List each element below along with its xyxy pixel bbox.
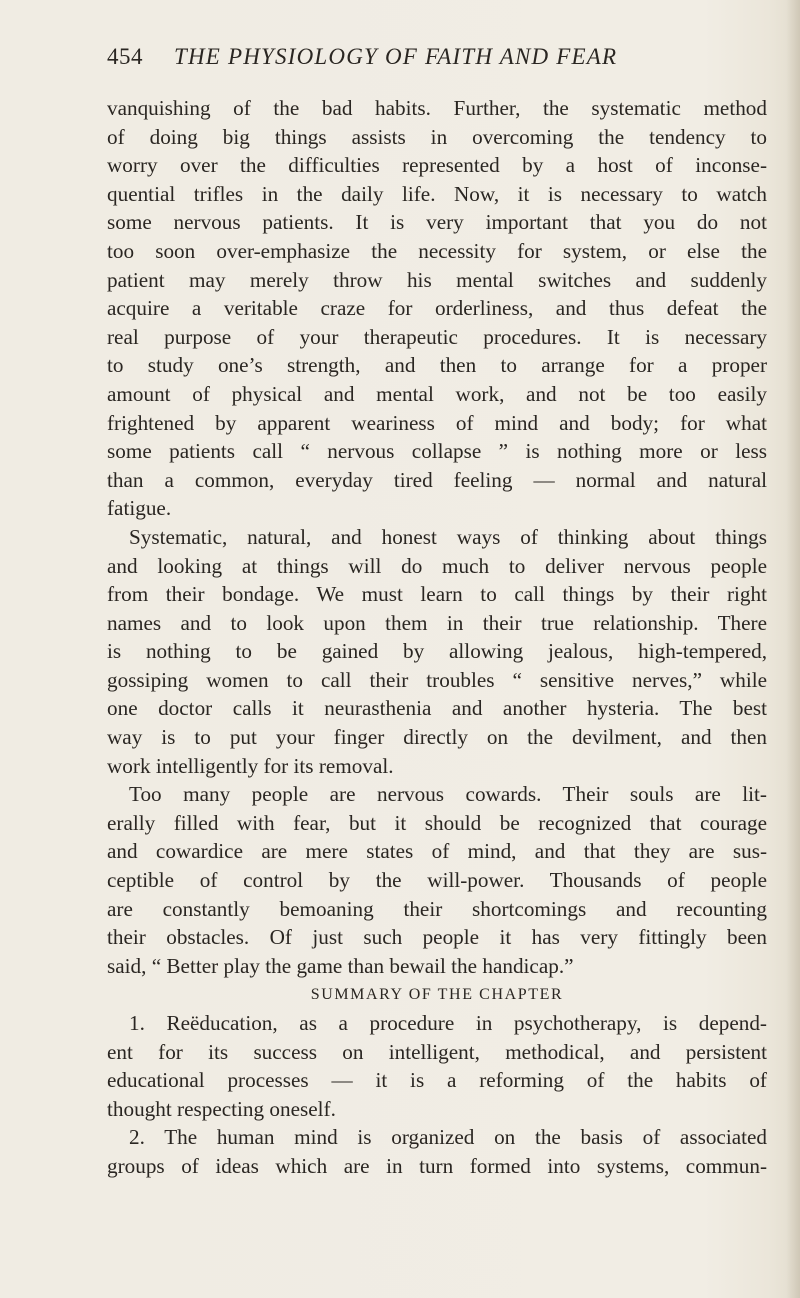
text-line: are constantly bemoaning their shortcomings and recounting — [107, 896, 767, 921]
summary-item-first-line: 1. Reëducation, as a procedure in psychotherapy, is depend- — [129, 1011, 767, 1035]
body-text — [107, 94, 767, 1181]
text-line: acquire a veritable craze for orderliness, and thus defeat the — [107, 296, 767, 321]
text-line: ceptible of control by the will-power. Thousands of people — [107, 868, 767, 893]
text-line: gossiping women to call their troubles “ sensitive nerves,” while — [107, 667, 767, 692]
text-line: names and to look upon them in their true relationship. There — [107, 610, 767, 635]
paragraph-first-line: Systematic, natural, and honest ways of thinking about things — [129, 524, 767, 549]
text-line: work intelligently for its removal. — [107, 753, 394, 778]
paragraph-first-line: Too many people are nervous cowards. Their souls are lit- — [129, 782, 767, 807]
running-title: THE PHYSIOLOGY OF FAITH AND FEAR — [174, 44, 618, 69]
text-line: worry over the difficulties represented by a host of inconse- — [107, 153, 767, 178]
text-line: to study one’s strength, and then to arrange for a proper — [107, 353, 767, 378]
text-line: some patients call “ nervous collapse ” is nothing more or less — [107, 439, 767, 464]
text-line: from their bondage. We must learn to call things by their right — [107, 582, 767, 607]
text-line: patient may merely throw his mental switches and suddenly — [107, 267, 767, 292]
text-line: ent for its success on intelligent, methodical, and persistent — [107, 1039, 767, 1064]
page-number: 454 — [107, 44, 143, 69]
text-line: erally filled with fear, but it should be recognized that courage — [107, 810, 767, 835]
text-line: real purpose of your therapeutic procedures. It is necessary — [107, 324, 767, 349]
text-line: is nothing to be gained by allowing jealous, high-tempered, — [107, 639, 767, 664]
text-line: frightened by apparent weariness of mind and body; for what — [107, 410, 767, 435]
summary-item-first-line: 2. The human mind is organized on the basis of associated — [129, 1125, 767, 1150]
text-line: some nervous patients. It is very important that you do not — [107, 210, 767, 235]
section-heading: SUMMARY OF THE CHAPTER — [310, 986, 564, 1004]
text-line: and cowardice are mere states of mind, and that they are sus- — [107, 839, 767, 864]
text-line: groups of ideas which are in turn formed into systems, commun- — [107, 1153, 767, 1178]
text-line: one doctor calls it neurasthenia and another hysteria. The best — [107, 696, 767, 721]
text-line: way is to put your finger directly on the devilment, and then — [107, 725, 767, 750]
text-line: than a common, everyday tired feeling — normal and natural — [107, 467, 767, 492]
text-line: amount of physical and mental work, and not be too easily — [107, 381, 767, 406]
text-line: vanquishing of the bad habits. Further, the systematic method — [107, 96, 767, 120]
page-edge-shadow — [786, 0, 800, 1298]
text-line: their obstacles. Of just such people it has very fittingly been — [107, 925, 767, 950]
text-line: quential trifles in the daily life. Now, it is necessary to watch — [107, 181, 767, 206]
text-line: educational processes — it is a reforming of the habits of — [107, 1068, 767, 1093]
text-line: too soon over-emphasize the necessity for system, or else the — [107, 238, 767, 263]
text-line: and looking at things will do much to deliver nervous people — [107, 553, 767, 578]
text-line: fatigue. — [107, 496, 172, 521]
text-line: thought respecting oneself. — [107, 1096, 336, 1121]
text-line: said, “ Better play the game than bewail the handicap.” — [107, 953, 574, 978]
text-line: of doing big things assists in overcoming the tendency to — [107, 124, 767, 149]
running-header — [107, 44, 767, 78]
